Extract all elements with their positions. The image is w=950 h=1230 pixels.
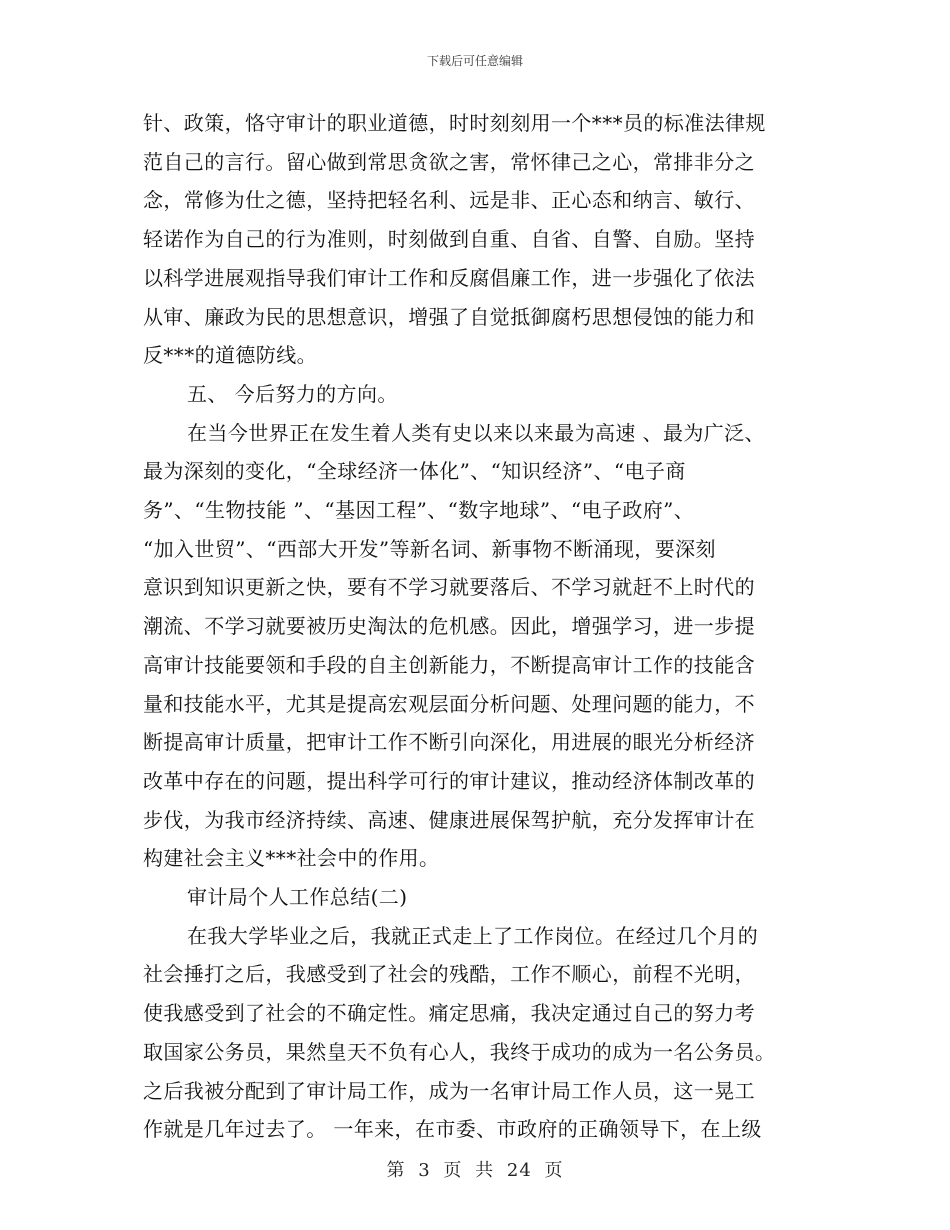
text-line: 潮流、不学习就要被历史淘汰的危机感。因此，增强学习，进一步提 (143, 614, 755, 639)
text-line: 务”、“生物技能 ”、“基因工程”、“数字地球”、“电子政府”、 (143, 498, 695, 523)
text-line: “加入世贸”、“西部大开发”等新名词、新事物不断涌现，要深刻 (143, 536, 716, 561)
paragraph (143, 878, 823, 917)
text-line: 针、政策，恪守审计的职业道德，时时刻刻用一个***员的标准法律规 (143, 111, 766, 135)
text-line: 审计局个人工作总结(二) (187, 885, 408, 910)
page-footer (0, 1156, 950, 1182)
paragraph (143, 375, 823, 414)
text-line: 改革中存在的问题，提出科学可行的审计建议，推动经济体制改革的 (143, 768, 755, 793)
text-line: 构建社会主义***社会中的作用。 (143, 846, 440, 871)
text-line: 范自己的言行。留心做到常思贪欲之害，常怀律己之心，常排非分之 (143, 149, 755, 174)
footer-total-pages: 24 (506, 1160, 532, 1181)
text-line: 断提高审计质量，把审计工作不断引向深化，用进展的眼光分析经济 (143, 730, 755, 755)
text-line: 以科学进展观指导我们审计工作和反腐倡廉工作，进一步强化了依法 (143, 265, 755, 290)
paragraph (143, 917, 823, 1149)
text-line: 轻诺作为自己的行为准则，时刻做到自重、自省、自警、自励。坚持 (143, 227, 755, 252)
text-line: 使我感受到了社会的不确定性。痛定思痛，我决定通过自己的努力考 (143, 1001, 755, 1026)
footer-label-total: 共 (475, 1160, 495, 1181)
text-line: 量和技能水平，尤其是提高宏观层面分析问题、处理问题的能力，不 (143, 691, 755, 716)
text-line: 在当今世界正在发生着人类有史以来以来最为高速 、最为广泛、 (187, 420, 765, 445)
text-line: 五、 今后努力的方向。 (187, 381, 398, 406)
text-line: 意识到知识更新之快，要有不学习就要落后、不学习就赶不上时代的 (143, 575, 755, 600)
text-line: 从审、廉政为民的思想意识，增强了自觉抵御腐朽思想侵蚀的能力和 (143, 304, 755, 329)
text-line: 高审计技能要领和手段的自主创新能力，不断提高审计工作的技能含 (143, 652, 755, 677)
footer-label-page: 第 (386, 1160, 406, 1181)
footer-label-end: 页 (544, 1160, 564, 1181)
footer-label-mid: 页 (443, 1160, 463, 1181)
text-line: 作就是几年过去了。 一年来，在市委、市政府的正确领导下，在上级 (143, 1117, 762, 1142)
page-header: 下载后可任意编辑 (426, 54, 523, 68)
footer-current-page: 3 (418, 1160, 431, 1181)
text-line: 反***的道德防线。 (143, 343, 317, 368)
text-line: 步伐，为我市经济持续、高速、健康进展保驾护航，充分发挥审计在 (143, 807, 755, 832)
text-line: 最为深刻的变化，“全球经济一体化”、“知识经济”、“电子商 (143, 459, 686, 484)
text-line: 之后我被分配到了审计局工作，成为一名审计局工作人员，这一晃工 (143, 1078, 755, 1103)
paragraph (143, 414, 823, 878)
text-line: 在我大学毕业之后，我就正式走上了工作岗位。在经过几个月的 (187, 923, 759, 948)
text-line: 念，常修为仕之德，坚持把轻名利、远是非、正心态和纳言、敏行、 (143, 188, 755, 213)
text-line: 社会捶打之后，我感受到了社会的残酷，工作不顺心，前程不光明， (143, 962, 755, 987)
text-line: 取国家公务员，果然皇天不负有心人，我终于成功的成为一名公务员。 (143, 1039, 776, 1064)
paragraph (143, 104, 823, 375)
document-body (143, 104, 823, 1149)
